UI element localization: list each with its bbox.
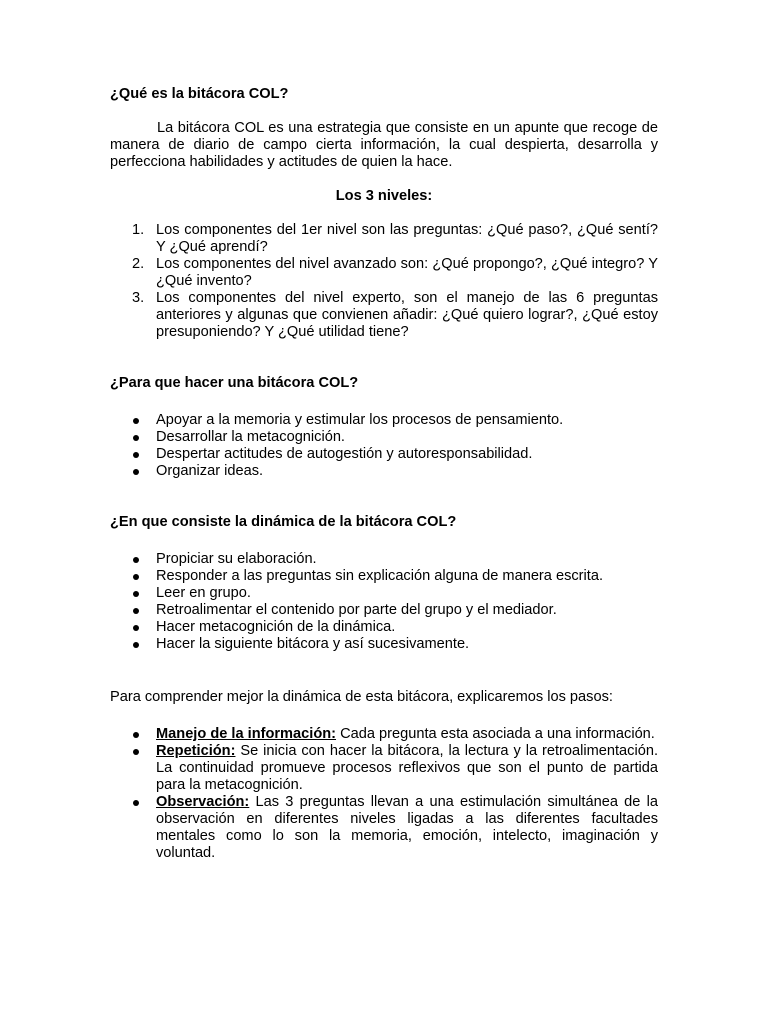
heading-que-es: ¿Qué es la bitácora COL? bbox=[110, 86, 289, 102]
step-term: Manejo de la información: bbox=[156, 726, 337, 742]
step-term: Repetición: bbox=[156, 743, 236, 759]
step-text: Se inicia con hacer la bitácora, la lectura y la retroalimentación. La continuidad promueve procesos reflexivos que son el punto de partida para la metacognición. bbox=[156, 743, 658, 793]
list-item: Organizar ideas. bbox=[110, 463, 658, 480]
bullet-icon bbox=[133, 574, 139, 580]
bullet-icon bbox=[133, 418, 139, 424]
step-item bbox=[110, 794, 658, 862]
bullet-icon bbox=[133, 591, 139, 597]
list-number: 2. bbox=[132, 256, 145, 272]
list-item: Responder a las preguntas sin explicación alguna de manera escrita. bbox=[110, 568, 658, 585]
step-text: Las 3 preguntas llevan a una estimulación simultánea de la observación en diferentes niveles ligadas a las diferentes facultades mentales como lo son la memoria, emoción, intelecto, imaginación y voluntad. bbox=[156, 794, 658, 861]
level-item bbox=[110, 256, 658, 290]
levels-list bbox=[110, 222, 658, 341]
step-text: Cada pregunta esta asociada a una información. bbox=[336, 726, 655, 742]
bullet-icon bbox=[133, 452, 139, 458]
list-item: Despertar actitudes de autogestión y autoresponsabilidad. bbox=[110, 446, 658, 463]
bullet-icon bbox=[133, 732, 139, 738]
levels-title: Los 3 niveles: bbox=[335, 188, 433, 204]
bullet-icon bbox=[133, 435, 139, 441]
list-item: Propiciar su elaboración. bbox=[110, 551, 658, 568]
heading-en-que-consiste: ¿En que consiste la dinámica de la bitácora COL? bbox=[110, 514, 457, 530]
level-item bbox=[110, 290, 658, 341]
list-item: Apoyar a la memoria y estimular los procesos de pensamiento. bbox=[110, 412, 658, 429]
bullet-icon bbox=[133, 642, 139, 648]
list-item: Retroalimentar el contenido por parte del grupo y el mediador. bbox=[110, 602, 658, 619]
level-item bbox=[110, 222, 658, 256]
level-text: Los componentes del 1er nivel son las preguntas: ¿Qué paso?, ¿Qué sentí? Y ¿Qué aprendí? bbox=[156, 222, 658, 255]
dynamics-list bbox=[110, 551, 658, 653]
list-item: Hacer metacognición de la dinámica. bbox=[110, 619, 658, 636]
list-item: Hacer la siguiente bitácora y así sucesivamente. bbox=[110, 636, 658, 653]
bullet-icon bbox=[133, 800, 139, 806]
bullet-icon bbox=[133, 625, 139, 631]
steps-list bbox=[110, 726, 658, 862]
intro-paragraph: La bitácora COL es una estrategia que consiste en un apunte que recoge de manera de diario de campo cierta información, la cual despierta, desarrolla y perfecciona habilidades y actitudes de quien la hace. bbox=[110, 120, 658, 170]
bullet-icon bbox=[133, 749, 139, 755]
steps-intro: Para comprender mejor la dinámica de esta bitácora, explicaremos los pasos: bbox=[110, 689, 613, 705]
list-item: Desarrollar la metacognición. bbox=[110, 429, 658, 446]
step-term: Observación: bbox=[156, 794, 250, 810]
list-number: 3. bbox=[132, 290, 145, 306]
list-item: Leer en grupo. bbox=[110, 585, 658, 602]
level-text: Los componentes del nivel avanzado son: ¿Qué propongo?, ¿Qué integro? Y ¿Qué invento? bbox=[156, 256, 658, 289]
level-text: Los componentes del nivel experto, son el manejo de las 6 preguntas anteriores y algunas que convienen añadir: ¿Qué quiero lograr?, ¿Qué estoy presuponiendo? Y ¿Qué utilidad tiene? bbox=[156, 290, 658, 340]
bullet-icon bbox=[133, 557, 139, 563]
step-item bbox=[110, 743, 658, 794]
document-page bbox=[110, 86, 658, 862]
reasons-list bbox=[110, 412, 658, 480]
step-item bbox=[110, 726, 658, 743]
bullet-icon bbox=[133, 469, 139, 475]
heading-para-que: ¿Para que hacer una bitácora COL? bbox=[110, 375, 359, 391]
bullet-icon bbox=[133, 608, 139, 614]
list-number: 1. bbox=[132, 222, 145, 238]
